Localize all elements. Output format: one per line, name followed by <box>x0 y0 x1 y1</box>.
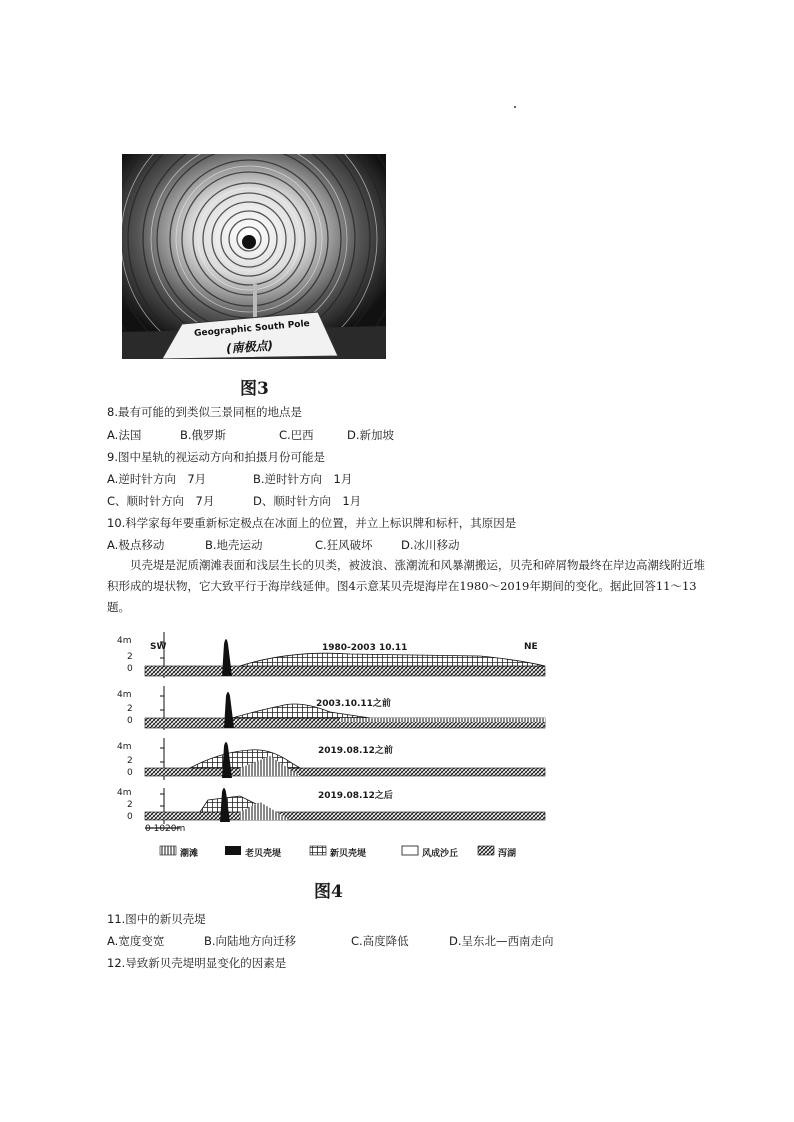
q9-option-a[interactable]: A.逆时针方向 7月 <box>107 472 207 486</box>
panel-1-label: 1980-2003 10.11 <box>322 643 408 653</box>
y-label-4m-p1: 4m <box>117 636 132 646</box>
q8-option-c[interactable]: C.巴西 <box>279 428 314 442</box>
legend-swatch-new-shell <box>310 846 326 855</box>
q8-option-b[interactable]: B.俄罗斯 <box>180 428 227 442</box>
y-label-4m-p3: 4m <box>117 742 132 752</box>
y-label-4m-p2: 4m <box>117 690 132 700</box>
q10-stem: 10.科学家每年要重新标定极点在冰面上的位置，并立上标识牌和标杆，其原因是 <box>107 516 517 530</box>
y-label-0-p4: 0 <box>127 812 133 822</box>
q8-options <box>107 427 394 443</box>
passage: 贝壳堤是泥质潮滩表面和浅层生长的贝类，被波浪、涨潮流和风暴潮搬运，贝壳和碎屑物最终在岸边高潮线附近堆积形成的堤状物，它大致平行于海岸线延伸。图4示意某贝壳堤海岸在1980～2019年期间的变化。据此回答11～13题。 <box>107 558 705 614</box>
direction-sw: SW <box>150 642 167 652</box>
y-label-2-p1: 2 <box>127 652 133 662</box>
legend-label-tidal: 潮滩 <box>180 849 199 859</box>
q11-option-a[interactable]: A.宽度变宽 <box>107 934 165 948</box>
figure3-caption: 图3 <box>240 379 269 399</box>
q11-options <box>107 933 554 949</box>
sign-text-cn: (南极点) <box>225 338 274 356</box>
panel-4-label: 2019.08.12之后 <box>318 791 393 801</box>
q10-option-b[interactable]: B.地壳运动 <box>205 538 263 552</box>
scale-label: 0 1020m <box>145 824 186 834</box>
y-label-0-p1: 0 <box>127 664 133 674</box>
y-label-4m-p4: 4m <box>117 788 132 798</box>
legend-label-dune: 风成沙丘 <box>422 849 459 859</box>
legend-swatch-tidal <box>160 846 176 855</box>
figure4-caption: 图4 <box>314 882 343 902</box>
legend-swatch-dune <box>402 846 418 855</box>
scan-speck <box>514 106 516 108</box>
legend-swatch-lagoon <box>478 846 494 855</box>
q11-option-b[interactable]: B.向陆地方向迁移 <box>204 934 297 948</box>
panel-2-label: 2003.10.11之前 <box>316 699 391 709</box>
q11-option-c[interactable]: C.高度降低 <box>351 934 409 948</box>
q9-option-d[interactable]: D、顺时针方向 1月 <box>253 494 362 508</box>
direction-ne: NE <box>524 642 538 652</box>
y-label-2-p4: 2 <box>127 800 133 810</box>
legend-swatch-old-shell <box>225 846 241 855</box>
q10-option-c[interactable]: C.狂风破坏 <box>315 538 373 552</box>
q9-option-c[interactable]: C、顺时针方向 7月 <box>107 494 215 508</box>
q10-options <box>107 537 460 553</box>
q12-stem: 12.导致新贝壳堤明显变化的因素是 <box>107 956 287 970</box>
y-label-2-p2: 2 <box>127 704 133 714</box>
q11-option-d[interactable]: D.呈东北—西南走向 <box>449 934 554 948</box>
legend-label-lagoon: 泻湖 <box>498 849 517 859</box>
y-label-0-p3: 0 <box>127 768 133 778</box>
panel-1 <box>145 632 545 678</box>
q8-stem: 8.最有可能的到类似三景同框的地点是 <box>107 405 302 419</box>
legend-label-old-shell: 老贝壳堤 <box>245 849 282 859</box>
star-trail-photo <box>122 154 386 359</box>
q10-option-a[interactable]: A.极点移动 <box>107 538 165 552</box>
y-label-2-p3: 2 <box>127 756 133 766</box>
q9-stem: 9.图中星轨的视运动方向和拍摄月份可能是 <box>107 450 325 464</box>
y-label-0-p2: 0 <box>127 716 133 726</box>
q9-option-b[interactable]: B.逆时针方向 1月 <box>253 472 353 486</box>
q11-stem: 11.图中的新贝壳堤 <box>107 912 206 926</box>
sign-text-en: Geographic South Pole <box>193 318 311 340</box>
panel-3-label: 2019.08.12之前 <box>318 746 393 756</box>
q8-option-d[interactable]: D.新加坡 <box>347 428 395 442</box>
q9-options-row1 <box>107 471 352 487</box>
q9-options-row2 <box>107 493 361 509</box>
q10-option-d[interactable]: D.冰川移动 <box>401 538 460 552</box>
q8-option-a[interactable]: A.法国 <box>107 428 142 442</box>
legend-label-new-shell: 新贝壳堤 <box>330 849 367 859</box>
